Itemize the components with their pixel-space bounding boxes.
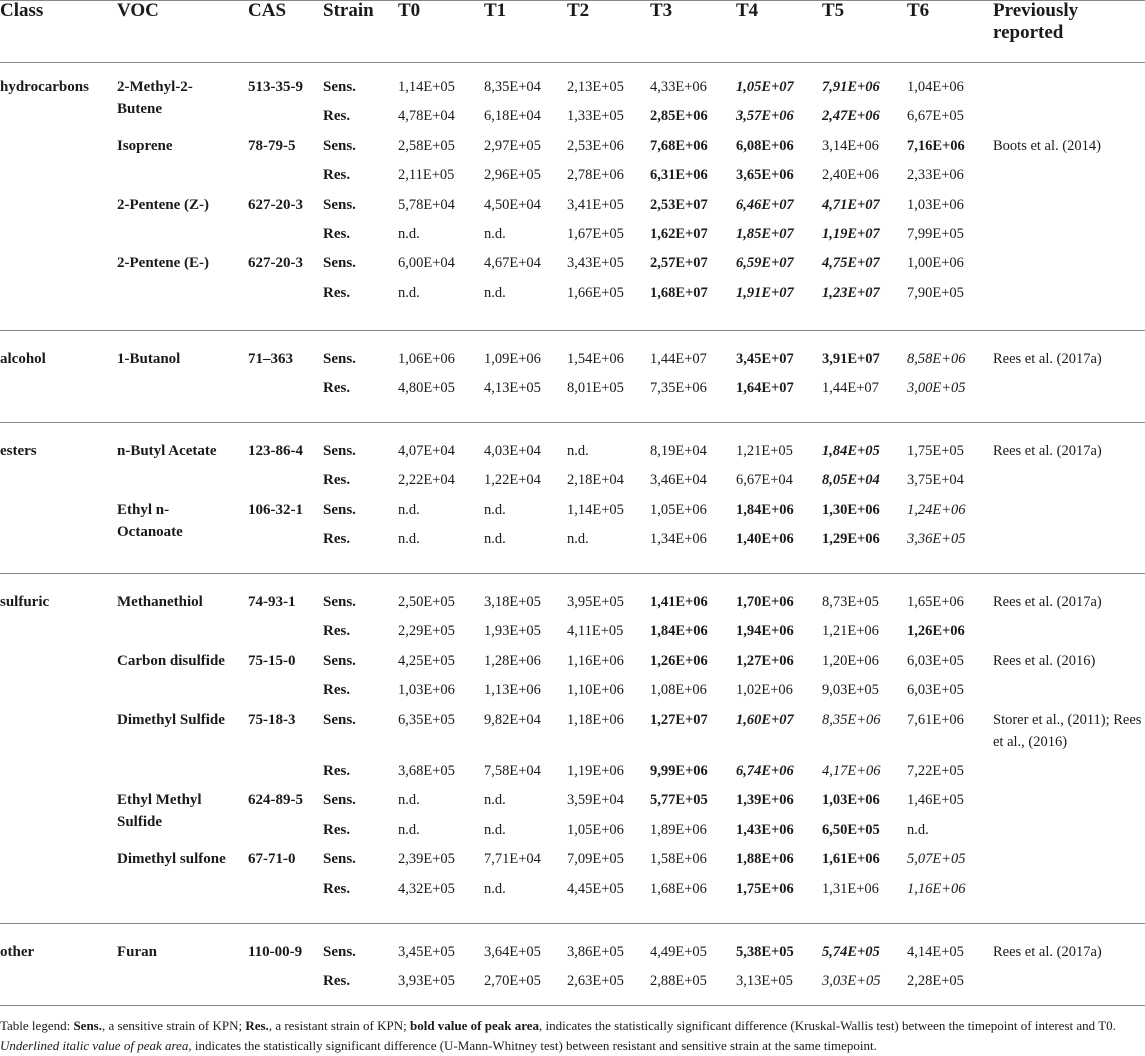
peak-area-t2: 4,11E+05 (567, 623, 624, 640)
legend-res-term: Res. (245, 1018, 269, 1033)
peak-area-t4: 1,91E+07 (736, 284, 794, 301)
strain-label: Res. (323, 763, 351, 779)
peak-area-t6: 1,04E+06 (907, 79, 964, 95)
peak-area-t3: 1,62E+07 (650, 226, 708, 242)
strain-label: Sens. (323, 351, 356, 367)
peak-area-t5: 1,84E+05 (822, 443, 880, 459)
table-rule (0, 573, 1145, 574)
peak-area-t4: 1,40E+06 (736, 531, 794, 548)
voc-name: 1-Butanol (117, 351, 181, 367)
peak-area-t6: 7,61E+06 (907, 711, 964, 728)
peak-area-t1: 1,93E+05 (484, 623, 541, 640)
peak-area-t0: 6,00E+04 (398, 255, 455, 272)
legend-sens-text: , a sensitive strain of KPN; (102, 1018, 246, 1033)
cas-number: 627-20-3 (248, 255, 303, 272)
previously-reported: Rees et al. (2017a) (993, 443, 1102, 459)
peak-area-t1: 2,96E+05 (484, 167, 541, 184)
peak-area-t5: 2,40E+06 (822, 167, 879, 184)
peak-area-t0: 1,14E+05 (398, 79, 455, 95)
peak-area-t6: 7,90E+05 (907, 284, 964, 301)
peak-area-t1: 3,64E+05 (484, 944, 541, 960)
peak-area-t6: 4,14E+05 (907, 944, 964, 960)
peak-area-t4: 1,21E+05 (736, 443, 793, 459)
peak-area-t6: 1,46E+05 (907, 792, 964, 809)
peak-area-t1: n.d. (484, 501, 506, 518)
strain-label: Sens. (323, 652, 356, 669)
peak-area-t3: 1,26E+06 (650, 652, 708, 669)
cas-number: 627-20-3 (248, 196, 303, 213)
peak-area-t6: 7,22E+05 (907, 763, 964, 779)
peak-area-t4: 1,39E+06 (736, 792, 794, 809)
peak-area-t4: 1,02E+06 (736, 682, 793, 699)
peak-area-t3: 2,53E+07 (650, 196, 708, 213)
strain-label: Res. (323, 472, 351, 489)
cas-number: 513-35-9 (248, 79, 303, 95)
peak-area-t0: 5,78E+04 (398, 196, 455, 213)
peak-area-t5: 4,75E+07 (822, 255, 880, 272)
legend-lead: Table legend: (0, 1018, 74, 1033)
peak-area-t6: 2,28E+05 (907, 973, 964, 990)
peak-area-t1: n.d. (484, 880, 506, 897)
peak-area-t5: 8,35E+06 (822, 711, 881, 728)
peak-area-t3: 1,34E+06 (650, 531, 707, 548)
peak-area-t3: 1,68E+06 (650, 880, 707, 897)
peak-area-t6: 1,16E+06 (907, 880, 966, 897)
table-rule (0, 422, 1145, 423)
peak-area-t5: 4,71E+07 (822, 196, 880, 213)
strain-label: Res. (323, 821, 351, 838)
peak-area-t5: 6,50E+05 (822, 821, 880, 838)
peak-area-t4: 1,05E+07 (736, 79, 794, 95)
column-header: Previously reported (993, 0, 1079, 43)
peak-area-t4: 3,45E+07 (736, 351, 794, 367)
peak-area-t1: n.d. (484, 226, 506, 242)
strain-label: Sens. (323, 196, 356, 213)
peak-area-t4: 1,43E+06 (736, 821, 794, 838)
voc-name: Methanethiol (117, 594, 203, 610)
peak-area-t4: 6,08E+06 (736, 137, 794, 154)
peak-area-t1: 7,58E+04 (484, 763, 541, 779)
peak-area-t3: 9,99E+06 (650, 763, 708, 779)
peak-area-t4: 1,64E+07 (736, 380, 794, 397)
peak-area-t1: n.d. (484, 531, 506, 548)
peak-area-t4: 1,70E+06 (736, 594, 794, 610)
strain-label: Sens. (323, 944, 356, 960)
peak-area-t2: 2,18E+04 (567, 472, 624, 489)
peak-area-t0: n.d. (398, 792, 420, 809)
peak-area-t0: 6,35E+05 (398, 711, 455, 728)
strain-label: Sens. (323, 711, 356, 728)
peak-area-t0: 2,22E+04 (398, 472, 455, 489)
strain-label: Sens. (323, 501, 356, 518)
table-rule (0, 62, 1145, 63)
peak-area-t5: 9,03E+05 (822, 682, 879, 699)
voc-name: Isoprene (117, 137, 173, 154)
peak-area-t1: n.d. (484, 821, 506, 838)
peak-area-t0: n.d. (398, 284, 420, 301)
peak-area-t1: 4,13E+05 (484, 380, 541, 397)
voc-name: Carbon disulfide (117, 652, 225, 669)
legend-sens-term: Sens. (73, 1018, 102, 1033)
peak-area-t2: 2,13E+05 (567, 79, 624, 95)
peak-area-t4: 1,75E+06 (736, 880, 794, 897)
peak-area-t6: 3,00E+05 (907, 380, 966, 397)
strain-label: Sens. (323, 594, 356, 610)
column-header: T0 (398, 0, 421, 21)
voc-name: Dimethyl Sulfide (117, 711, 225, 728)
voc-name: 2-Methyl-2-Butene (117, 79, 193, 117)
peak-area-t5: 1,29E+06 (822, 531, 880, 548)
peak-area-t5: 3,03E+05 (822, 973, 881, 990)
peak-area-t6: 6,03E+05 (907, 682, 964, 699)
peak-area-t2: 3,59E+04 (567, 792, 624, 809)
peak-area-t1: 1,28E+06 (484, 652, 541, 669)
previously-reported: Rees et al. (2017a) (993, 594, 1102, 610)
previously-reported: Rees et al. (2017a) (993, 351, 1102, 367)
peak-area-t4: 6,74E+06 (736, 763, 794, 779)
peak-area-t3: 7,35E+06 (650, 380, 707, 397)
legend-res-text: , a resistant strain of KPN; (268, 1018, 410, 1033)
peak-area-t4: 5,38E+05 (736, 944, 794, 960)
legend-italic-term: Underlined italic value of peak area (0, 1038, 189, 1053)
peak-area-t5: 3,14E+06 (822, 137, 879, 154)
strain-label: Res. (323, 973, 351, 990)
legend-italic-text: , indicates the statistically significant difference (U-Mann-Whitney test) between resistant and sensitive strain at the same timepoint. (188, 1038, 877, 1053)
peak-area-t4: 6,67E+04 (736, 472, 793, 489)
peak-area-t1: 4,50E+04 (484, 196, 541, 213)
peak-area-t5: 1,30E+06 (822, 501, 880, 518)
strain-label: Sens. (323, 443, 356, 459)
peak-area-t4: 1,85E+07 (736, 226, 794, 242)
peak-area-t3: 3,46E+04 (650, 472, 707, 489)
column-header: Class (0, 0, 44, 21)
peak-area-t6: 7,99E+05 (907, 226, 964, 242)
peak-area-t2: 2,63E+05 (567, 973, 624, 990)
strain-label: Sens. (323, 255, 356, 272)
peak-area-t6: 5,07E+05 (907, 851, 966, 868)
peak-area-t0: 4,32E+05 (398, 880, 455, 897)
peak-area-t3: 8,19E+04 (650, 443, 707, 459)
peak-area-t4: 1,88E+06 (736, 851, 794, 868)
peak-area-t0: 1,06E+06 (398, 351, 455, 367)
peak-area-t1: 3,18E+05 (484, 594, 541, 610)
cas-number: 106-32-1 (248, 501, 303, 518)
peak-area-t5: 1,03E+06 (822, 792, 880, 809)
peak-area-t0: 4,25E+05 (398, 652, 455, 669)
column-header: Strain (323, 0, 374, 21)
peak-area-t2: 1,67E+05 (567, 226, 624, 242)
peak-area-t3: 1,05E+06 (650, 501, 707, 518)
column-header: VOC (117, 0, 159, 21)
peak-area-t3: 1,41E+06 (650, 594, 708, 610)
peak-area-t4: 6,59E+07 (736, 255, 794, 272)
peak-area-t5: 7,91E+06 (822, 79, 880, 95)
peak-area-t2: 1,10E+06 (567, 682, 624, 699)
peak-area-t6: 3,75E+04 (907, 472, 964, 489)
legend-bold-term: bold value of peak area (409, 1018, 540, 1033)
peak-area-t2: 3,86E+05 (567, 944, 624, 960)
peak-area-t6: 1,26E+06 (907, 623, 965, 640)
peak-area-t3: 5,77E+05 (650, 792, 708, 809)
peak-area-t0: 1,03E+06 (398, 682, 455, 699)
voc-name: Dimethyl sulfone (117, 851, 226, 868)
peak-area-t2: 3,43E+05 (567, 255, 624, 272)
table-rule (0, 330, 1145, 331)
previously-reported: Rees et al. (2016) (993, 652, 1096, 669)
peak-area-t3: 2,85E+06 (650, 108, 708, 125)
previously-reported: Storer et al., (2011); Rees et al., (2016) (993, 711, 1142, 750)
peak-area-t4: 3,13E+05 (736, 973, 793, 990)
peak-area-t1: n.d. (484, 792, 506, 809)
class-name: alcohol (0, 351, 46, 367)
previously-reported: Boots et al. (2014) (993, 137, 1101, 154)
cas-number: 75-18-3 (248, 711, 296, 728)
peak-area-t5: 1,19E+07 (822, 226, 880, 242)
cas-number: 67-71-0 (248, 851, 296, 868)
peak-area-t0: 3,68E+05 (398, 763, 455, 779)
cas-number: 123-86-4 (248, 443, 303, 459)
peak-area-t0: 4,07E+04 (398, 443, 455, 459)
peak-area-t6: 6,03E+05 (907, 652, 964, 669)
class-name: sulfuric (0, 594, 50, 610)
peak-area-t1: 8,35E+04 (484, 79, 541, 95)
peak-area-t2: 4,45E+05 (567, 880, 624, 897)
peak-area-t4: 1,27E+06 (736, 652, 794, 669)
peak-area-t0: 2,39E+05 (398, 851, 455, 868)
peak-area-t4: 1,94E+06 (736, 623, 794, 640)
peak-area-t5: 3,91E+07 (822, 351, 880, 367)
peak-area-t6: n.d. (907, 821, 929, 838)
peak-area-t0: 4,80E+05 (398, 380, 455, 397)
peak-area-t2: 3,95E+05 (567, 594, 624, 610)
peak-area-t3: 1,08E+06 (650, 682, 707, 699)
peak-area-t0: 2,50E+05 (398, 594, 455, 610)
strain-label: Sens. (323, 79, 356, 95)
column-header: T5 (822, 0, 845, 21)
peak-area-t2: 1,18E+06 (567, 711, 624, 728)
peak-area-t6: 7,16E+06 (907, 137, 965, 154)
peak-area-t5: 1,61E+06 (822, 851, 880, 868)
peak-area-t2: n.d. (567, 531, 589, 548)
peak-area-t6: 8,58E+06 (907, 351, 966, 367)
peak-area-t3: 7,68E+06 (650, 137, 708, 154)
peak-area-t1: 4,67E+04 (484, 255, 541, 272)
voc-name: Ethyl Methyl Sulfide (117, 792, 202, 831)
peak-area-t4: 3,65E+06 (736, 167, 794, 184)
peak-area-t3: 1,89E+06 (650, 821, 707, 838)
peak-area-t6: 2,33E+06 (907, 167, 964, 184)
peak-area-t5: 1,20E+06 (822, 652, 879, 669)
table-rule (0, 1005, 1145, 1006)
voc-name: 2-Pentene (Z-) (117, 196, 210, 213)
peak-area-t0: n.d. (398, 226, 420, 242)
peak-area-t2: 7,09E+05 (567, 851, 624, 868)
class-name: other (0, 944, 35, 960)
peak-area-t6: 1,03E+06 (907, 196, 964, 213)
strain-label: Res. (323, 380, 351, 397)
voc-name: Ethyl n-Octanoate (117, 501, 183, 540)
peak-area-t1: n.d. (484, 284, 506, 301)
peak-area-t6: 1,00E+06 (907, 255, 964, 272)
strain-label: Res. (323, 682, 351, 699)
peak-area-t2: 1,05E+06 (567, 821, 624, 838)
voc-name: 2-Pentene (E-) (117, 255, 210, 272)
peak-area-t1: 6,18E+04 (484, 108, 541, 125)
peak-area-t5: 1,23E+07 (822, 284, 880, 301)
peak-area-t0: 2,58E+05 (398, 137, 455, 154)
peak-area-t5: 1,21E+06 (822, 623, 879, 640)
peak-area-t3: 1,27E+07 (650, 711, 708, 728)
peak-area-t2: 1,19E+06 (567, 763, 624, 779)
peak-area-t2: 8,01E+05 (567, 380, 624, 397)
peak-area-t6: 1,65E+06 (907, 594, 964, 610)
cas-number: 75-15-0 (248, 652, 296, 669)
peak-area-t3: 4,33E+06 (650, 79, 707, 95)
column-header: T6 (907, 0, 930, 21)
peak-area-t4: 1,60E+07 (736, 711, 794, 728)
legend-bold-text: , indicates the statistically significant difference (Kruskal-Wallis test) between the timepoint of interest and T0. (539, 1018, 1116, 1033)
peak-area-t0: n.d. (398, 501, 420, 518)
strain-label: Res. (323, 880, 351, 897)
strain-label: Res. (323, 226, 351, 242)
table-rule (0, 923, 1145, 924)
strain-label: Sens. (323, 137, 356, 154)
peak-area-t5: 8,73E+05 (822, 594, 879, 610)
peak-area-t5: 2,47E+06 (822, 108, 880, 125)
peak-area-t2: 2,78E+06 (567, 167, 624, 184)
peak-area-t1: 7,71E+04 (484, 851, 541, 868)
peak-area-t6: 1,75E+05 (907, 443, 964, 459)
peak-area-t0: n.d. (398, 531, 420, 548)
peak-area-t0: n.d. (398, 821, 420, 838)
peak-area-t1: 4,03E+04 (484, 443, 541, 459)
cas-number: 71–363 (248, 351, 293, 367)
strain-label: Res. (323, 167, 351, 184)
peak-area-t2: 1,33E+05 (567, 108, 624, 125)
peak-area-t6: 3,36E+05 (907, 531, 966, 548)
peak-area-t5: 4,17E+06 (822, 763, 881, 779)
column-header: T2 (567, 0, 590, 21)
peak-area-t3: 2,88E+05 (650, 973, 707, 990)
peak-area-t2: n.d. (567, 443, 589, 459)
peak-area-t0: 3,45E+05 (398, 944, 455, 960)
peak-area-t2: 1,16E+06 (567, 652, 624, 669)
peak-area-t4: 1,84E+06 (736, 501, 794, 518)
column-header: T1 (484, 0, 507, 21)
peak-area-t6: 1,24E+06 (907, 501, 966, 518)
peak-area-t2: 1,66E+05 (567, 284, 624, 301)
previously-reported: Rees et al. (2017a) (993, 944, 1102, 960)
peak-area-t5: 5,74E+05 (822, 944, 880, 960)
peak-area-t5: 1,31E+06 (822, 880, 879, 897)
peak-area-t2: 3,41E+05 (567, 196, 624, 213)
column-header: CAS (248, 0, 287, 21)
strain-label: Res. (323, 108, 351, 125)
peak-area-t2: 1,54E+06 (567, 351, 624, 367)
cas-number: 78-79-5 (248, 137, 296, 154)
peak-area-t3: 1,44E+07 (650, 351, 707, 367)
voc-name: n-Butyl Acetate (117, 443, 217, 459)
column-header: T4 (736, 0, 759, 21)
class-name: hydrocarbons (0, 79, 89, 95)
peak-area-t5: 8,05E+04 (822, 472, 880, 489)
strain-label: Res. (323, 284, 351, 301)
peak-area-t2: 2,53E+06 (567, 137, 624, 154)
peak-area-t4: 6,46E+07 (736, 196, 794, 213)
peak-area-t2: 1,14E+05 (567, 501, 624, 518)
peak-area-t3: 1,58E+06 (650, 851, 707, 868)
cas-number: 74-93-1 (248, 594, 296, 610)
peak-area-t0: 2,29E+05 (398, 623, 455, 640)
peak-area-t1: 2,70E+05 (484, 973, 541, 990)
peak-area-t3: 1,84E+06 (650, 623, 708, 640)
peak-area-t3: 6,31E+06 (650, 167, 708, 184)
peak-area-t0: 4,78E+04 (398, 108, 455, 125)
peak-area-t3: 4,49E+05 (650, 944, 707, 960)
column-header: T3 (650, 0, 673, 21)
peak-area-t1: 1,09E+06 (484, 351, 541, 367)
peak-area-t1: 1,22E+04 (484, 472, 541, 489)
cas-number: 110-00-9 (248, 944, 303, 960)
peak-area-t6: 6,67E+05 (907, 108, 964, 125)
strain-label: Res. (323, 623, 351, 640)
peak-area-t0: 2,11E+05 (398, 167, 455, 184)
voc-name: Furan (117, 944, 158, 960)
peak-area-t3: 2,57E+07 (650, 255, 708, 272)
peak-area-t1: 2,97E+05 (484, 137, 541, 154)
table-legend (0, 1016, 1145, 1056)
strain-label: Res. (323, 531, 351, 548)
cas-number: 624-89-5 (248, 792, 303, 809)
strain-label: Sens. (323, 851, 356, 868)
peak-area-t0: 3,93E+05 (398, 973, 455, 990)
peak-area-t3: 1,68E+07 (650, 284, 708, 301)
strain-label: Sens. (323, 792, 356, 809)
peak-area-t5: 1,44E+07 (822, 380, 879, 397)
peak-area-t1: 9,82E+04 (484, 711, 541, 728)
peak-area-t4: 3,57E+06 (736, 108, 794, 125)
peak-area-t1: 1,13E+06 (484, 682, 541, 699)
class-name: esters (0, 443, 37, 459)
